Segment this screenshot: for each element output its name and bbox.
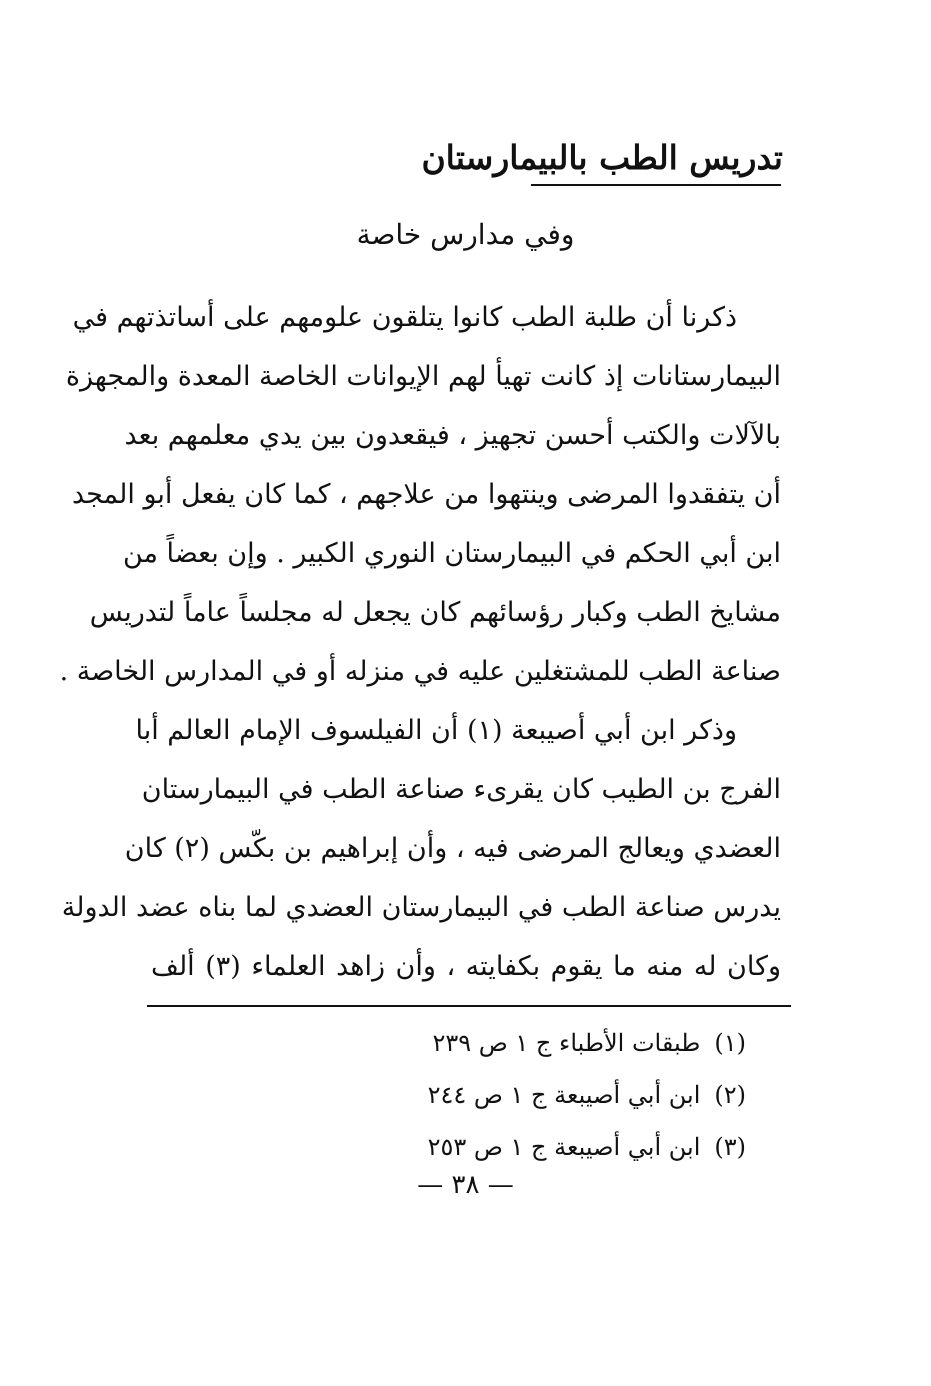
footnote bbox=[346, 1020, 746, 1072]
footnotes bbox=[346, 1020, 746, 1176]
footnote bbox=[346, 1124, 746, 1176]
footnote bbox=[346, 1072, 746, 1124]
text-line: البيمارستانات إذ كانت تهيأ لهم الإيوانات الخاصة المعدة والمجهزة bbox=[65, 361, 781, 392]
footnote-number: (٣) bbox=[714, 1133, 746, 1161]
text-line: وكان له منه ما يقوم بكفايته ، وأن زاهد العلماء (٣) ألف bbox=[151, 951, 782, 982]
text-line: الفرج بن الطيب كان يقرىء صناعة الطب في البيمارستان bbox=[141, 774, 781, 805]
text-line: بالآلات والكتب أحسن تجهيز ، فيقعدون بين يدي معلمهم بعد bbox=[124, 420, 781, 451]
text-line: ابن أبي الحكم في البيمارستان النوري الكبير . وإن بعضاً من bbox=[122, 538, 781, 569]
footnote-separator bbox=[147, 1005, 791, 1007]
body-text bbox=[59, 288, 782, 996]
footnote-text: طبقات الأطباء ج ١ ص ٢٣٩ bbox=[432, 1029, 701, 1057]
section-subtitle: وفي مدارس خاصة bbox=[356, 218, 575, 251]
text-line: صناعة الطب للمشتغلين عليه في منزله أو في المدارس الخاصة . bbox=[59, 656, 781, 687]
text-line: مشايخ الطب وكبار رؤسائهم كان يجعل له مجلساً عاماً لتدريس bbox=[89, 597, 781, 628]
paragraph bbox=[59, 288, 781, 701]
running-head: تدريس الطب بالبيمارستان bbox=[421, 138, 783, 177]
footnote-number: (١) bbox=[714, 1029, 746, 1057]
text-line: العضدي ويعالج المرضى فيه ، وأن إبراهيم بن بكّس (٢) كان bbox=[124, 833, 781, 864]
footnote-number: (٢) bbox=[714, 1081, 746, 1109]
footnote-text: ابن أبي أصيبعة ج ١ ص ٢٤٤ bbox=[427, 1081, 701, 1109]
paragraph bbox=[61, 701, 782, 996]
footnote-text: ابن أبي أصيبعة ج ١ ص ٢٥٣ bbox=[427, 1133, 701, 1161]
text-line: يدرس صناعة الطب في البيمارستان العضدي لما بناه عضد الدولة bbox=[61, 892, 781, 923]
page-number: — ٣٨ — bbox=[417, 1170, 514, 1200]
text-line: ذكرنا أن طلبة الطب كانوا يتلقون علومهم على أساتذتهم في bbox=[72, 302, 737, 333]
text-line: أن يتفقدوا المرضى وينتهوا من علاجهم ، كما كان يفعل أبو المجد bbox=[71, 479, 781, 510]
text-line: وذكر ابن أبي أصيبعة (١) أن الفيلسوف الإمام العالم أبا bbox=[135, 715, 737, 746]
running-head-underline bbox=[531, 184, 781, 186]
